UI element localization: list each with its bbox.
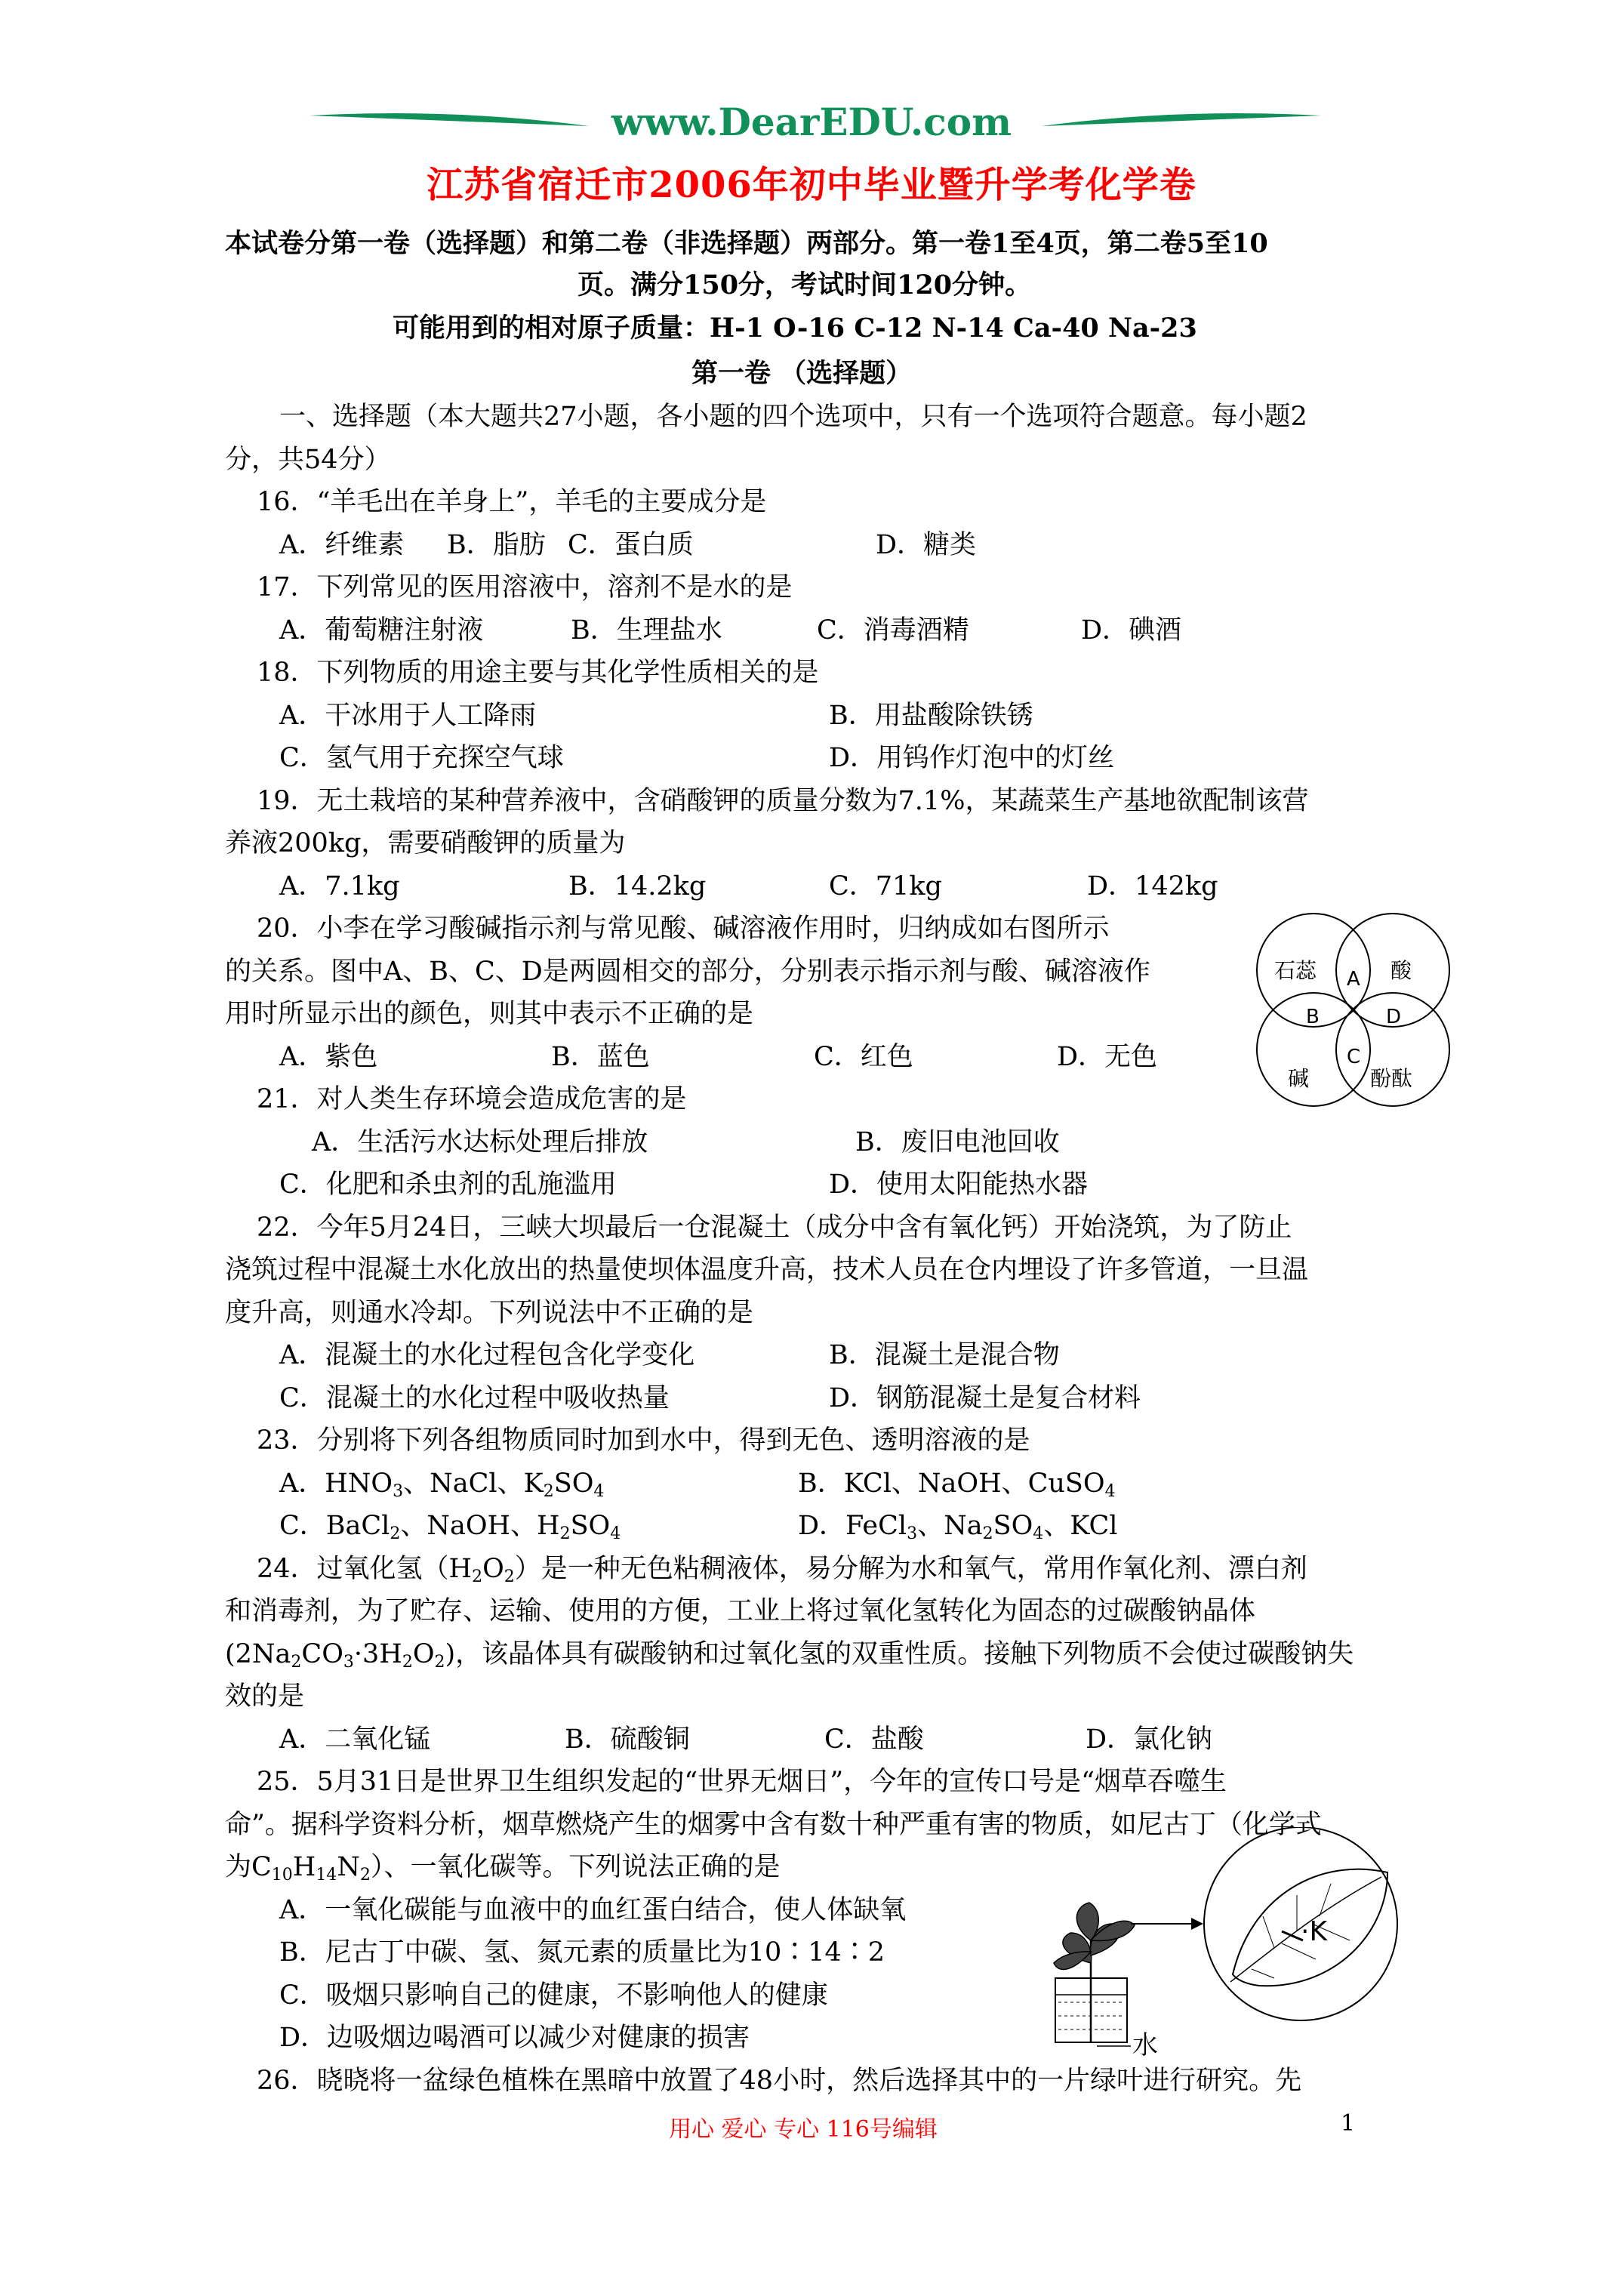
q25-option-c: C．吸烟只影响自己的健康，不影响他人的健康	[279, 1980, 828, 2011]
q18-option-b: B．用盐酸除铁锈	[829, 701, 1033, 731]
section1-line-2: 分，共54分）	[225, 445, 391, 475]
q24-option-a: A．二氧化锰	[279, 1724, 431, 1755]
q25-option-b: B．尼古丁中碳、氢、氮元素的质量比为10∶14∶2	[279, 1937, 885, 1968]
q16-option-b: B．脂肪	[447, 530, 546, 560]
region-d: D	[1386, 1006, 1402, 1028]
q18-option-c: C．氢气用于充探空气球	[279, 743, 564, 773]
q25-option-a: A．一氧化碳能与血液中的血红蛋白结合，使人体缺氧	[279, 1895, 907, 1925]
region-c: C	[1347, 1046, 1361, 1068]
q24-line-1: 24．过氧化氢$(H_2O_2)$是一种无色粘稠液体，易分解为水和氧气，常用作氧化剂、漂白剂	[257, 1554, 1307, 1586]
section1-line-1: 一、选择题（本大题共27小题，各小题的四个选项中，只有一个选项符合题意。每小题2	[279, 402, 1307, 432]
footer-text: 用心 爱心 专心 116号编辑	[669, 2116, 938, 2143]
arrow-right-icon	[1191, 1918, 1203, 1930]
page-number: 1	[1341, 2110, 1356, 2137]
q20-option-d: D．无色	[1057, 1042, 1158, 1072]
label-phenolphthalein: 酚酞	[1370, 1066, 1413, 1091]
q23-stem: 23．分别将下列各组物质同时加到水中，得到无色、透明溶液的是	[257, 1425, 1030, 1456]
q17-option-d: D．碘酒	[1081, 615, 1182, 646]
q24-option-b: B．硫酸铜	[565, 1724, 690, 1755]
atomic-masses: 可能用到的相对原子质量：H-1 O-16 C-12 N-14 Ca-40 Na-23	[393, 313, 1197, 344]
site-url: www.DearEDU.com	[611, 100, 1012, 144]
q22-line-1: 22．今年5月24日，三峡大坝最后一仓混凝土（成分中含有氧化钙）开始浇筑，为了防止	[257, 1213, 1292, 1243]
q19-line-1: 19．无土栽培的某种营养液中，含硝酸钾的质量分数为7.1%，某蔬菜生产基地欲配制该营	[257, 786, 1309, 816]
q17-option-b: B．生理盐水	[571, 615, 722, 646]
q16-option-c: C．蛋白质	[568, 530, 694, 560]
plant-leaf-figure	[1033, 1827, 1471, 2061]
q24-option-c: C．盐酸	[824, 1724, 924, 1755]
q23-option-c: C．BaCl$_2$、NaOH、$H_2SO_4$	[279, 1511, 621, 1543]
label-acid: 酸	[1390, 958, 1412, 983]
indicator-venn-diagram	[1238, 902, 1464, 1129]
q19-option-b: B．14.2kg	[568, 871, 707, 901]
label-base: 碱	[1288, 1066, 1310, 1091]
q23-option-b: B．KCl、NaOH、CuSO$_4$	[798, 1469, 1116, 1501]
q21-option-a: A．生活污水达标处理后排放	[312, 1127, 648, 1157]
q22-line-3: 度升高，则通水冷却。下列说法中不正确的是	[225, 1298, 754, 1328]
region-b: B	[1306, 1006, 1320, 1028]
q22-option-d: D．钢筋混凝土是复合材料	[829, 1383, 1141, 1413]
q24-line-4: 效的是	[225, 1681, 305, 1712]
q20-option-a: A．紫色	[279, 1042, 378, 1072]
q20-line-2: 的关系。图中A、B、C、D是两圆相交的部分，分别表示指示剂与酸、碱溶液作	[225, 957, 1150, 987]
q16-option-a: A．纤维素	[279, 530, 405, 560]
q16-stem: 16．“羊毛出在羊身上”，羊毛的主要成分是	[257, 487, 767, 517]
q20-option-b: B．蓝色	[551, 1042, 650, 1072]
q23-option-d: D．FeCl$_3$、$Na_2SO_4$、KCl	[798, 1511, 1118, 1543]
water-label: 水	[1132, 2030, 1158, 2060]
q19-option-d: D．142kg	[1087, 871, 1218, 901]
region-a: A	[1347, 968, 1360, 991]
plant-icon	[1054, 1903, 1135, 1969]
q21-option-d: D．使用太阳能热水器	[829, 1170, 1089, 1200]
q18-option-a: A．干冰用于人工降雨	[279, 701, 537, 731]
exam-title: 江苏省宿迁市2006年初中毕业暨升学考化学卷	[427, 164, 1196, 206]
q18-option-d: D．用钨作灯泡中的灯丝	[829, 743, 1115, 773]
q16-option-d: D．糖类	[876, 530, 977, 560]
q24-option-d: D．氯化钠	[1086, 1724, 1213, 1755]
q22-line-2: 浇筑过程中混凝土水化放出的热量使坝体温度升高，技术人员在仓内埋设了许多管道，一旦温	[225, 1255, 1309, 1285]
q17-option-c: C．消毒酒精	[817, 615, 969, 646]
q24-line-2: 和消毒剂，为了贮存、运输、使用的方便，工业上将过氧化氢转化为固态的过碳酸钠晶体	[225, 1596, 1256, 1626]
q24-line-3: $(2Na_2CO_3\cdot 3H_2O_2)$，该晶体具有碳酸钠和过氧化氢的双重性质。接触下列物质不会使过碳酸钠失	[225, 1639, 1354, 1672]
q25-line-1: 25．5月31日是世界卫生组织发起的“世界无烟日”，今年的宣传口号是“烟草吞噬生	[257, 1767, 1227, 1797]
q18-stem: 18．下列物质的用途主要与其化学性质相关的是	[257, 658, 819, 688]
q26-line-1: 26．晓晓将一盆绿色植株在黑暗中放置了48小时，然后选择其中的一片绿叶进行研究。先	[257, 2066, 1302, 2096]
q25-line-2: 命”。据科学资料分析，烟草燃烧产生的烟雾中含有数十种严重有害的物质，如尼古丁（化学式	[225, 1810, 1322, 1840]
q21-option-c: C．化肥和杀虫剂的乱施滥用	[279, 1170, 617, 1200]
q22-option-b: B．混凝土是混合物	[829, 1340, 1060, 1370]
q20-line-1: 20．小李在学习酸碱指示剂与常见酸、碱溶液作用时，归纳成如右图所示	[257, 914, 1110, 944]
q21-option-b: B．废旧电池回收	[855, 1127, 1060, 1157]
q20-option-c: C．红色	[814, 1042, 913, 1072]
intro-line-1: 本试卷分第一卷（选择题）和第二卷（非选择题）两部分。第一卷1至4页，第二卷5至10	[225, 228, 1268, 259]
point-k-label: ·K	[1301, 1916, 1328, 1947]
q20-line-3: 用时所显示出的颜色，则其中表示不正确的是	[225, 999, 754, 1029]
q22-option-a: A．混凝土的水化过程包含化学变化	[279, 1340, 695, 1370]
section-title: 第一卷 （选择题）	[691, 358, 913, 389]
q25-option-d: D．边吸烟边喝酒可以减少对健康的损害	[279, 2023, 750, 2053]
q19-option-c: C．71kg	[829, 871, 942, 901]
q22-option-c: C．混凝土的水化过程中吸收热量	[279, 1383, 670, 1413]
q17-stem: 17．下列常见的医用溶液中，溶剂不是水的是	[257, 572, 793, 603]
q19-option-a: A．7.1kg	[279, 871, 400, 901]
q17-option-a: A．葡萄糖注射液	[279, 615, 484, 646]
intro-line-2: 页。满分150分，考试时间120分钟。	[577, 270, 1032, 300]
q19-line-2: 养液200kg，需要硝酸钾的质量为	[225, 828, 626, 858]
label-litmus: 石蕊	[1274, 958, 1317, 983]
q21-stem: 21．对人类生存环境会造成危害的是	[257, 1084, 687, 1114]
q23-option-a: A．$HNO_3$、NaCl、$K_2SO_4$	[279, 1469, 605, 1501]
q25-line-3: 为$C_{10}H_{14}N_2$）、一氧化碳等。下列说法正确的是	[225, 1852, 781, 1885]
